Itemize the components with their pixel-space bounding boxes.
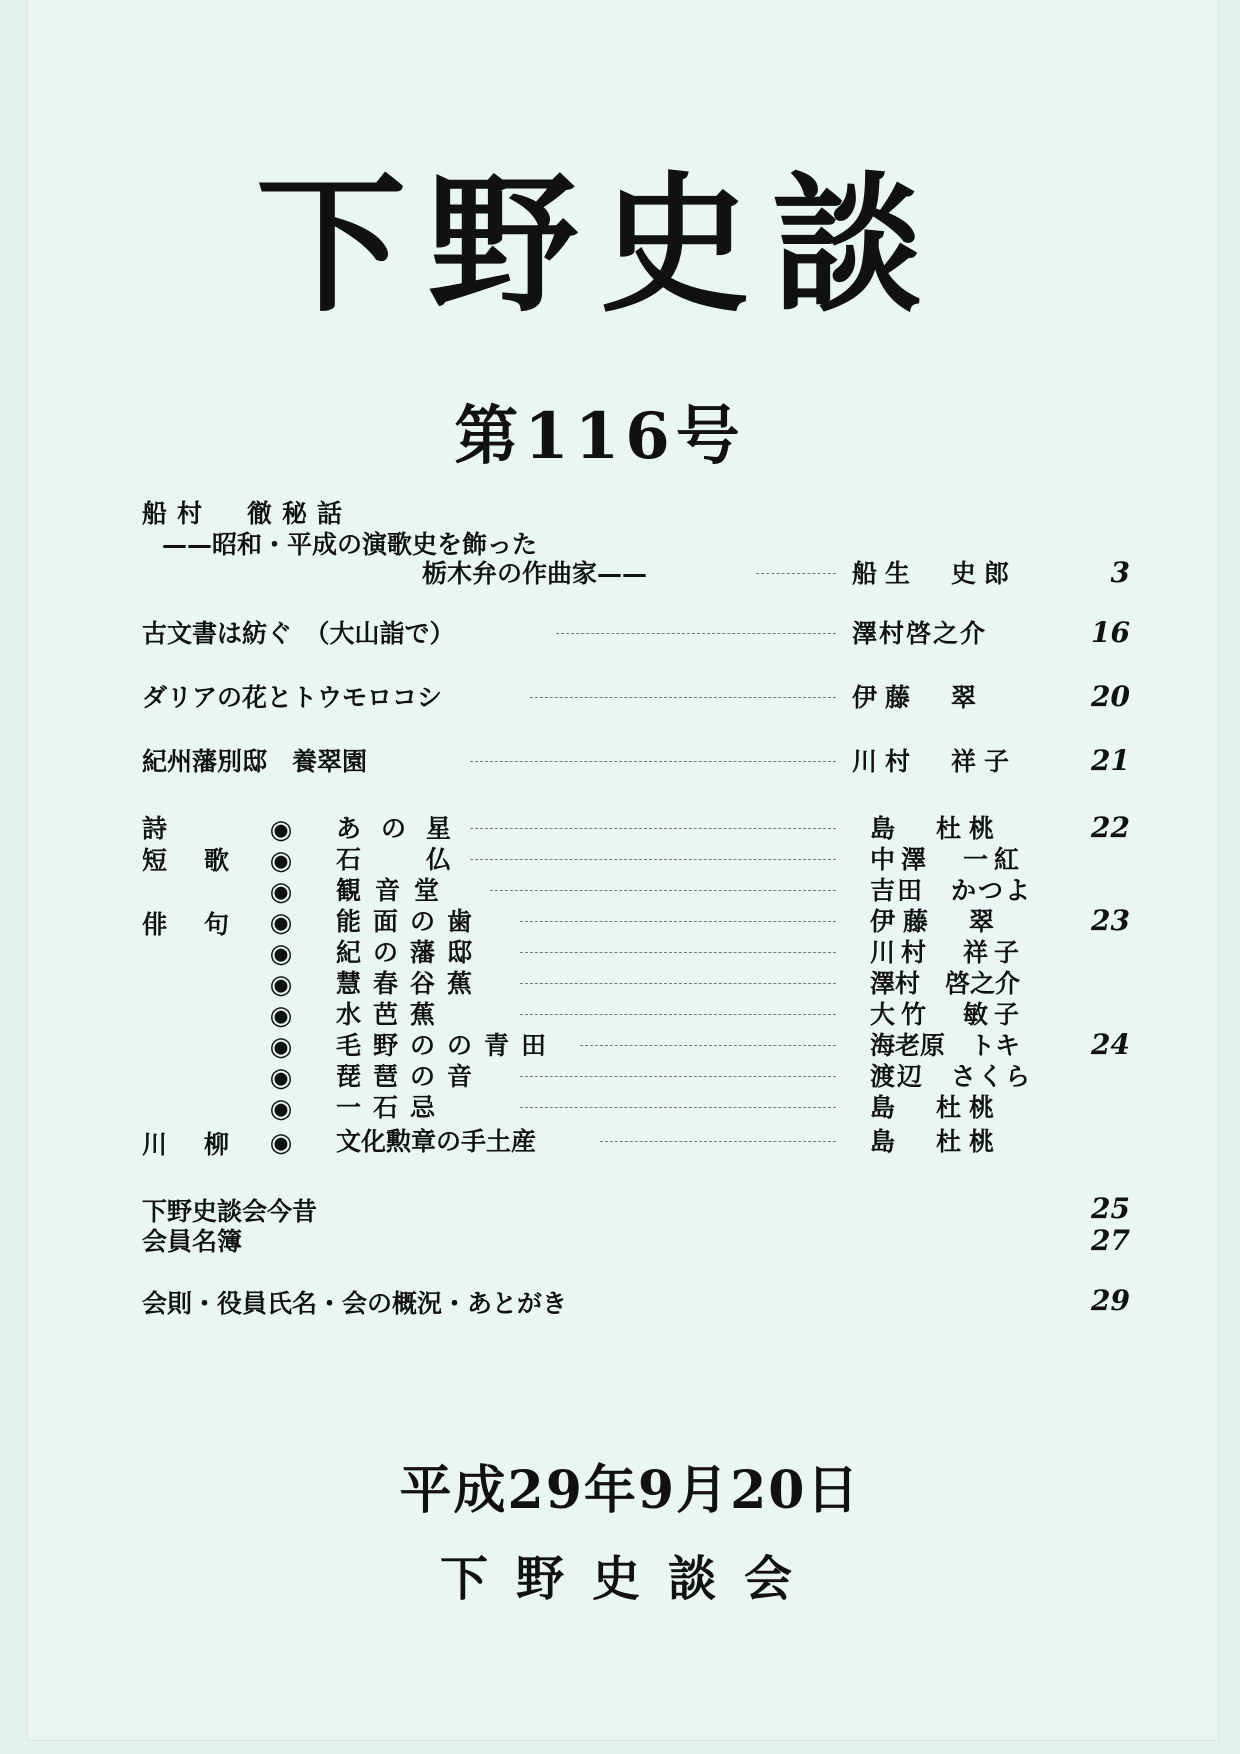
- leader-line: [556, 633, 836, 634]
- bullet-icon: ◉: [269, 877, 293, 907]
- issue-number: 第116号: [454, 399, 746, 474]
- leader-line: [520, 1076, 836, 1077]
- poem-author: 島 杜桃: [870, 1127, 1003, 1156]
- leader-line: [530, 697, 836, 698]
- poem-title: 文化勲章の手土産: [336, 1127, 537, 1156]
- poem-title: 慧春谷蕉: [336, 969, 485, 998]
- bullet-icon: ◉: [269, 939, 293, 969]
- poem-author: 大竹 敏子: [870, 1000, 1026, 1029]
- bullet-icon: ◉: [269, 1032, 293, 1062]
- poem-author: 伊藤 翠: [870, 907, 1003, 936]
- toc-page-1: 3: [1110, 556, 1130, 589]
- leader-line: [756, 573, 836, 574]
- leader-line: [470, 828, 836, 829]
- poem-author: 吉田 かつよ: [870, 876, 1033, 905]
- poem-title: 毛野のの青田: [336, 1031, 559, 1060]
- toc-page-5: 25: [1091, 1192, 1130, 1225]
- bullet-icon: ◉: [269, 1128, 293, 1158]
- leader-line: [490, 890, 836, 891]
- bullet-icon: ◉: [269, 970, 293, 1000]
- toc-title-1: 船村 徹秘話: [142, 499, 353, 528]
- toc-page-3: 20: [1091, 680, 1130, 713]
- toc-page: 22: [1091, 811, 1130, 844]
- toc-author-4: 川村 祥子: [852, 747, 1018, 776]
- toc-title-4: 紀州藩別邸 養翠園: [142, 747, 368, 776]
- toc-author-2: 澤村啓之介: [852, 619, 988, 648]
- toc-subtitle-1a: ——昭和・平成の演歌史を飾った: [162, 530, 538, 559]
- toc-title-7: 会則・役員氏名・会の概況・あとがき: [142, 1289, 568, 1318]
- genre-label-shi: 詩: [142, 814, 168, 843]
- genre-label-senryu: 川 柳: [142, 1130, 236, 1159]
- journal-title: 下野史談: [255, 157, 944, 333]
- poem-title: 一石忌: [336, 1093, 448, 1122]
- leader-line: [470, 761, 836, 762]
- poem-title: 能面の歯: [336, 907, 485, 936]
- genre-label-tanka: 短 歌: [142, 846, 236, 875]
- leader-line: [580, 1045, 836, 1046]
- poem-author: 島 杜桃: [870, 1093, 1003, 1122]
- toc-title-5: 下野史談会今昔: [142, 1197, 318, 1226]
- toc-page: 24: [1091, 1028, 1130, 1061]
- poem-title: 観音堂: [336, 876, 454, 905]
- poem-author: 澤村 啓之介: [870, 969, 1021, 998]
- publisher-name: 下野史談会: [439, 1551, 820, 1607]
- genre-label-haiku: 俳 句: [142, 910, 236, 939]
- leader-line: [520, 921, 836, 922]
- bullet-icon: ◉: [269, 1001, 293, 1031]
- bullet-icon: ◉: [269, 846, 293, 876]
- leader-line: [520, 1107, 836, 1108]
- leader-line: [600, 1141, 836, 1142]
- toc-title-3: ダリアの花とトウモロコシ: [142, 683, 443, 712]
- leader-line: [520, 952, 836, 953]
- toc-page-6: 27: [1091, 1224, 1130, 1257]
- toc-page-7: 29: [1091, 1284, 1130, 1317]
- publication-date: 平成29年9月20日: [399, 1460, 861, 1521]
- poem-author: 島 杜桃: [870, 814, 1003, 843]
- bullet-icon: ◉: [269, 908, 293, 938]
- toc-title-6: 会員名簿: [142, 1227, 243, 1256]
- poem-title: 石 仏: [336, 845, 472, 874]
- poem-author: 海老原 トキ: [870, 1031, 1021, 1060]
- toc-page-2: 16: [1091, 616, 1130, 649]
- leader-line: [470, 859, 836, 860]
- toc-author-3: 伊藤 翠: [852, 683, 985, 712]
- poem-author: 渡辺 さくら: [870, 1062, 1033, 1091]
- poem-title: 紀の藩邸: [336, 938, 485, 967]
- toc-author-1: 船生 史郎: [852, 559, 1018, 588]
- bullet-icon: ◉: [269, 1094, 293, 1124]
- toc-subtitle-1b: 栃木弁の作曲家——: [422, 559, 648, 588]
- poem-author: 川村 祥子: [870, 938, 1026, 967]
- toc-page-4: 21: [1091, 744, 1130, 777]
- poem-title: 水芭蕉: [336, 1000, 448, 1029]
- leader-line: [520, 1014, 836, 1015]
- toc-title-2: 古文書は紡ぐ （大山詣で）: [142, 619, 455, 648]
- leader-line: [520, 983, 836, 984]
- poem-title: 琵琶の音: [336, 1062, 485, 1091]
- bullet-icon: ◉: [269, 815, 293, 845]
- toc-page: 23: [1091, 904, 1130, 937]
- poem-title: あの星: [336, 814, 472, 843]
- poem-author: 中澤 一紅: [870, 845, 1026, 874]
- bullet-icon: ◉: [269, 1063, 293, 1093]
